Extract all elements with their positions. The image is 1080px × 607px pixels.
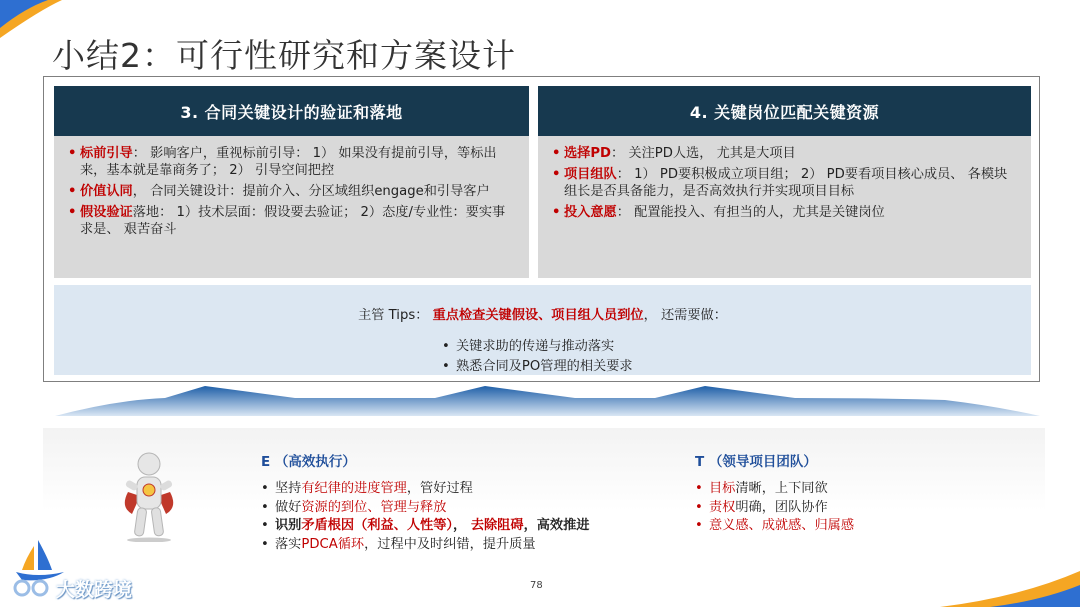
text-segment: PDCA循环 bbox=[301, 536, 365, 552]
bullet-icon: • bbox=[261, 536, 269, 552]
list-item: • 熟悉合同及PO管理的相关要求 bbox=[442, 357, 633, 377]
text-segment: 坚持 bbox=[275, 481, 302, 496]
text-segment: 矛盾根因（利益、人性等） bbox=[301, 518, 454, 533]
text-segment: ，高效推进 bbox=[523, 518, 590, 533]
text-segment: 去除阻碍 bbox=[470, 518, 524, 533]
list-item bbox=[68, 183, 517, 200]
bullet-icon: • bbox=[68, 205, 77, 220]
t-section-heading: T （领导项目团队） bbox=[695, 454, 817, 470]
item-text: ， 合同关键设计：提前介入、分区域组织engage和引导客户 bbox=[132, 184, 490, 199]
list-item bbox=[68, 204, 517, 238]
page-number: 78 bbox=[530, 580, 543, 591]
bullet-icon: • bbox=[261, 499, 269, 515]
corner-decoration-bottom-right bbox=[900, 567, 1080, 607]
text-segment: 目标 bbox=[709, 481, 736, 496]
text-segment: 清晰，上下同欲 bbox=[735, 481, 828, 496]
bullet-icon: • bbox=[552, 146, 561, 161]
item-label: 价值认同 bbox=[80, 184, 133, 199]
text-segment: 落实 bbox=[275, 536, 302, 552]
text-segment: 责权 bbox=[709, 499, 736, 515]
item-label: 项目组队 bbox=[564, 167, 617, 182]
e-section-heading: E （高效执行） bbox=[261, 454, 356, 470]
text-segment: 识别 bbox=[275, 518, 302, 533]
list-item bbox=[261, 536, 590, 555]
panel-body bbox=[54, 136, 529, 238]
list-item bbox=[261, 517, 590, 536]
panel-body bbox=[538, 136, 1031, 221]
list-item: • 关键求助的传递与推动落实 bbox=[442, 337, 633, 357]
text-segment: 有纪律的进度管理 bbox=[301, 481, 407, 496]
list-item bbox=[552, 145, 1019, 162]
tips-highlight: 重点检查关键假设、项目组人员到位 bbox=[432, 308, 644, 323]
e-section-list bbox=[261, 480, 590, 554]
bullet-icon: • bbox=[68, 184, 77, 199]
item-text: ： 影响客户，重视标前引导： 1） 如果没有提前引导，等标出来，基本就是靠商务了； 2） 引导空间把控 bbox=[80, 146, 497, 178]
bullet-icon: • bbox=[695, 518, 703, 533]
text-segment: 明确，团队协作 bbox=[735, 499, 828, 515]
logo-text: 大数跨境 bbox=[56, 579, 133, 601]
list-item bbox=[695, 480, 854, 499]
list-item bbox=[552, 204, 1019, 221]
panel-heading: 3. 合同关键设计的验证和落地 bbox=[54, 86, 529, 136]
bullet-icon: • bbox=[261, 518, 269, 533]
list-item bbox=[261, 480, 590, 499]
item-text: ： 1） PD要积极成立项目组； 2） PD要看项目核心成员、 各模块组长是否具备能力，是否高效执行并实现项目目标 bbox=[564, 167, 1008, 199]
bullet-icon: • bbox=[68, 146, 77, 161]
arch-arrow-icon bbox=[55, 386, 1040, 416]
list-item bbox=[68, 145, 517, 179]
bullet-icon: • bbox=[261, 481, 269, 496]
tips-box bbox=[54, 285, 1031, 375]
list-item bbox=[695, 499, 854, 518]
page-title: 小结2：可行性研究和方案设计 bbox=[52, 36, 516, 75]
tips-line bbox=[54, 304, 1031, 323]
text-segment: 意义感、成就感、归属感 bbox=[709, 518, 855, 533]
panel-contract-design bbox=[54, 86, 529, 278]
item-label: 投入意愿 bbox=[564, 205, 617, 220]
list-item bbox=[695, 517, 854, 536]
item-text: 落地： 1）技术层面：假设要去验证； 2）态度/专业性：要实事求是、 艰苦奋斗 bbox=[80, 205, 506, 237]
text-segment: ，过程中及时纠错，提升质量 bbox=[364, 536, 536, 552]
panel-key-resources bbox=[538, 86, 1031, 278]
bullet-icon: • bbox=[552, 205, 561, 220]
item-text: ： 关注PD人选， 尤其是大项目 bbox=[611, 146, 796, 161]
list-item bbox=[261, 499, 590, 518]
summary-frame bbox=[43, 76, 1040, 382]
list-item bbox=[552, 166, 1019, 200]
tips-suffix: ， 还需要做： bbox=[643, 308, 727, 323]
tips-prefix: 主管 Tips： bbox=[358, 308, 429, 323]
text-segment: 做好 bbox=[275, 499, 302, 515]
bullet-icon: • bbox=[695, 499, 703, 515]
item-label: 选择PD bbox=[564, 146, 611, 161]
item-label: 标前引导 bbox=[80, 146, 133, 161]
item-text: ： 配置能投入、有担当的人，尤其是关键岗位 bbox=[616, 205, 885, 220]
text-segment: 资源的到位、管理与释放 bbox=[301, 499, 447, 515]
bullet-icon: • bbox=[695, 481, 703, 496]
item-label: 假设验证 bbox=[80, 205, 133, 220]
panel-heading: 4. 关键岗位匹配关键资源 bbox=[538, 86, 1031, 136]
text-segment: ， bbox=[453, 518, 471, 533]
text-segment: ，管好过程 bbox=[406, 481, 473, 496]
superhero-figure-icon bbox=[118, 452, 180, 542]
t-section-list bbox=[695, 480, 854, 536]
execution-section bbox=[43, 428, 1045, 566]
bullet-icon: • bbox=[552, 167, 561, 182]
tips-list bbox=[442, 337, 633, 377]
